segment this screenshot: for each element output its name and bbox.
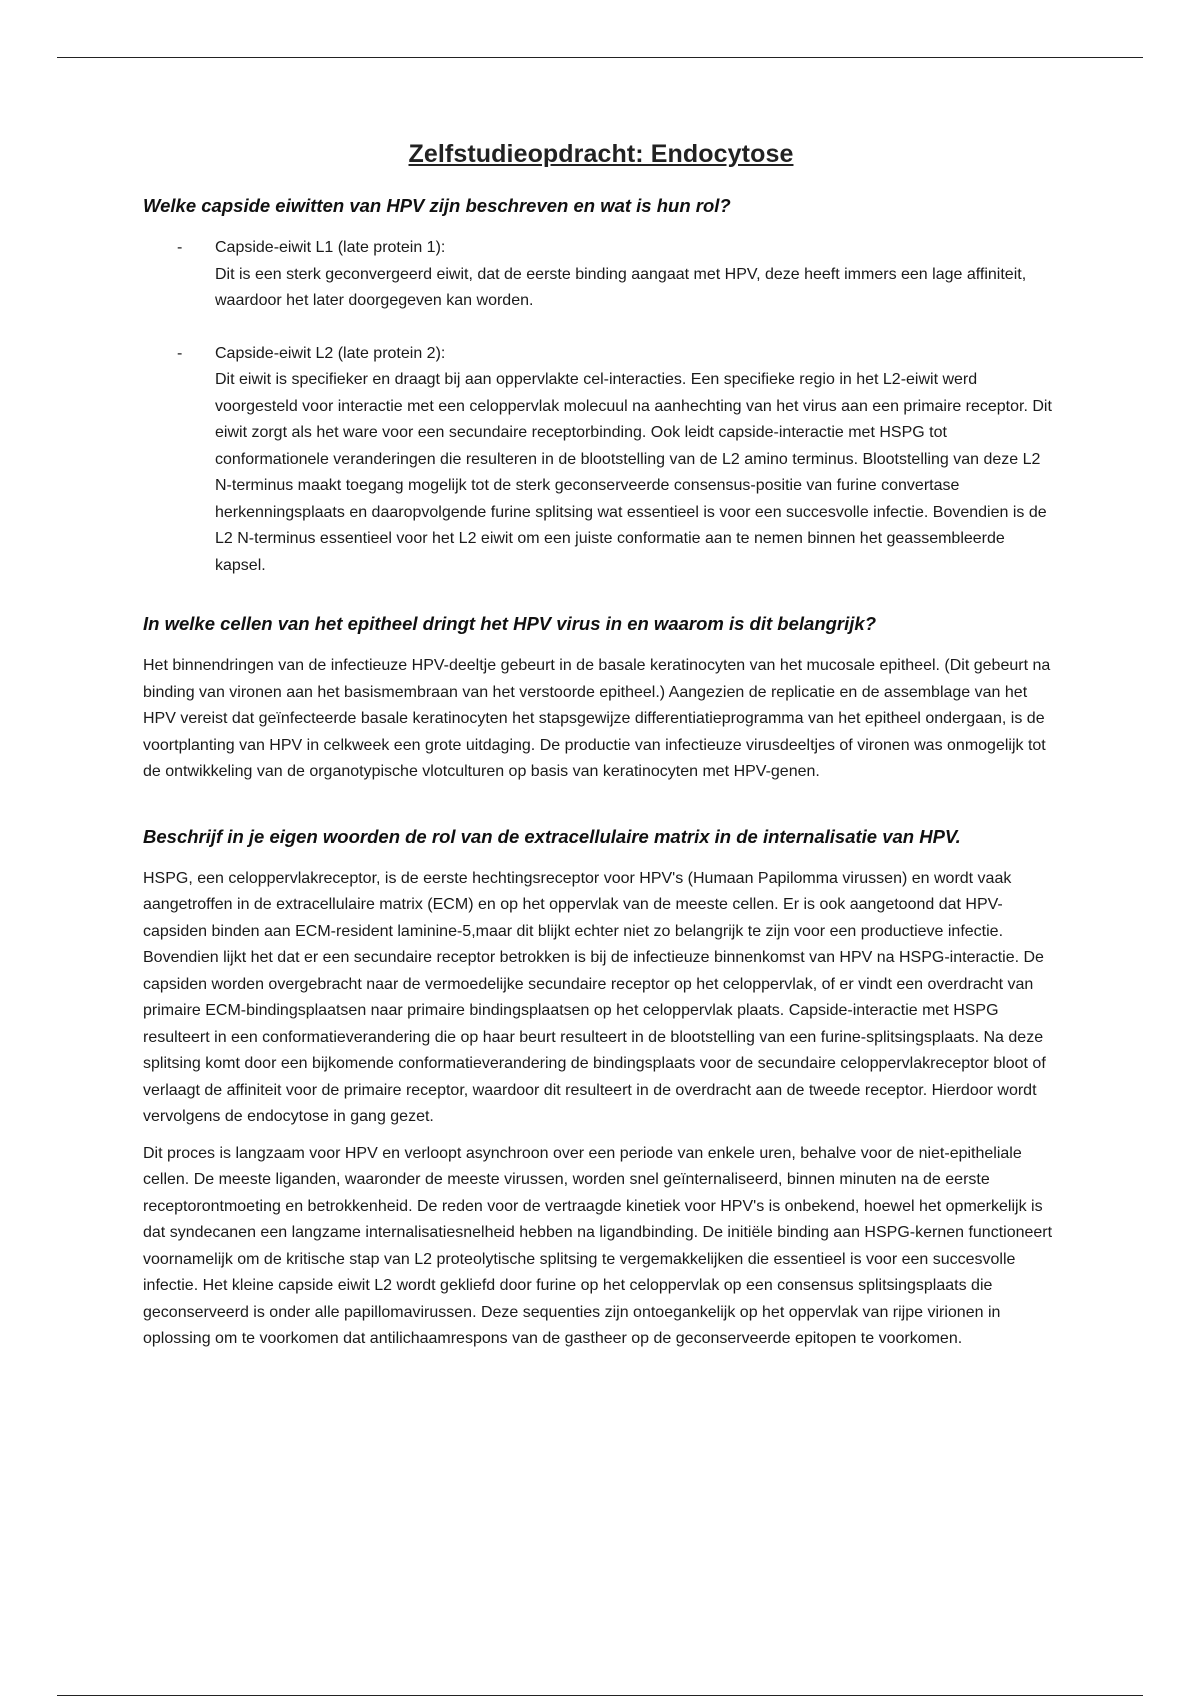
list-item-text: Dit is een sterk geconvergeerd eiwit, dat de eerste binding aangaat met HPV, deze heeft immers een lage affiniteit, waardoor het later doorgegeven kan worden. [215, 265, 1027, 309]
question-heading-2: In welke cellen van het epitheel dringt het HPV virus in en waarom is dit belangrijk? [143, 613, 876, 634]
list-item-l1 [215, 235, 1059, 315]
answer-paragraph: HSPG, een celoppervlakreceptor, is de eerste hechtingsreceptor voor HPV's (Humaan Papilomma virussen) en wordt vaak aangetroffen in de extracellulaire matrix (ECM) en op het oppervlak van de meeste cellen. Er is ook aangetoond dat HPV-capsiden binden aan ECM-resident laminine-5,maar dit blijkt echter niet zo belangrijk te zijn voor een productieve infectie. Bovendien lijkt het dat er een secundaire receptor betrokken is bij de infectieuze binnenkomst van HPV na HSPG-interactie. De capsiden worden overgebracht naar de vermoedelijke secundaire receptor op het celoppervlak, of er vindt een overdracht van primaire ECM-bindingsplaatsen naar primaire bindingsplaatsen op het celoppervlak plaats. Capside-interactie met HSPG resulteert in een conformatieverandering die op haar beurt resulteert in de blootstelling van een furine-splitsingsplaats. Na deze splitsing komt door een bijkomende conformatieverandering de bindingsplaats voor de secundaire celoppervlakreceptor bloot of verlaagt de affiniteit voor de primaire receptor, waardoor dit resulteert in de overdracht aan de tweede receptor. Hierdoor wordt vervolgens de endocytose in gang gezet. [143, 869, 1046, 1125]
section-epithelial-cells [143, 613, 1059, 786]
document-title: Zelfstudieopdracht: Endocytose [408, 140, 794, 168]
list-item-text: Dit eiwit is specifieker en draagt bij aan oppervlakte cel-interacties. Een specifieke regio in het L2-eiwit werd voorgesteld voor interactie met een celoppervlak molecuul na aanhechting van het virus aan een primaire receptor. Dit eiwit zorgt als het ware voor een secundaire receptorbinding. Ook leidt capside-interactie met HSPG tot conformationele veranderingen die resulteren in de blootstelling van de L2 amino terminus. Blootstelling van deze L2 N-terminus maakt toegang mogelijk tot de sterk geconserveerde consensus-positie van furine convertase herkenningsplaats en daaropvolgende furine splitsing wat essentieel is voor een succesvolle infectie. Bovendien is de L2 N-terminus essentieel voor het L2 eiwit om een juiste conformatie aan te nemen binnen het geassembleerde kapsel. [215, 371, 1052, 574]
list-item-l2 [215, 341, 1059, 580]
section-capside-proteins [143, 195, 1059, 579]
list-item-label: - Capside-eiwit L1 (late protein 1): [215, 239, 446, 256]
answer-paragraph: Het binnendringen van de infectieuze HPV-deeltje gebeurt in de basale keratinocyten van het mucosale epitheel. (Dit gebeurt na binding van vironen aan het basismembraan van het verstoorde epitheel.) Aangezien de replicatie en de assemblage van het HPV vereist dat geïnfecteerde basale keratinocyten het stapsgewijze differentiatieprogramma van het epitheel ondergaan, is de voortplanting van HPV in celkweek een grote uitdaging. De productie van infectieuze virusdeeltjes of vironen was onmogelijk tot de ontwikkeling van de organotypische vlotculturen op basis van keratinocyten met HPV-genen. [143, 657, 1051, 780]
section-extracellular-matrix [143, 826, 1059, 1353]
footer-rule [57, 1695, 1143, 1696]
list-item-label: - Capside-eiwit L2 (late protein 2): [215, 344, 446, 362]
answer-paragraph: Dit proces is langzaam voor HPV en verloopt asynchroon over een periode van enkele uren, behalve voor de niet-epitheliale cellen. De meeste liganden, waaronder de meeste virussen, worden snel geïnternaliseerd, binnen minuten na de eerste receptorontmoeting en betrokkenheid. De reden voor de vertraagde kinetiek voor HPV's is onbekend, hoewel het opmerkelijk is dat syndecanen een langzame internalisatiesnelheid hebben na ligandbinding. De initiële binding aan HSPG-kernen functioneert voornamelijk om de kritische stap van L2 proteolytische splitsing te vergemakkelijken die essentieel is voor een succesvolle infectie. Het kleine capside eiwit L2 wordt gekliefd door furine op het celoppervlak op een consensus splitsingsplaats die geconserveerd is onder alle papillomavirussen. Deze sequenties zijn ontoegankelijk op het oppervlak van rijpe virionen in oplossing om te voorkomen dat antilichaamrespons van de gastheer op de geconserveerde epitopen te voorkomen. [143, 1144, 1053, 1347]
question-heading-3: Beschrijf in je eigen woorden de rol van de extracellulaire matrix in de internalisatie van HPV. [143, 825, 961, 847]
capside-protein-list [143, 235, 1059, 579]
document-page [143, 140, 1059, 1363]
question-heading-1: Welke capside eiwitten van HPV zijn beschreven en wat is hun rol? [143, 195, 731, 216]
header-rule [57, 57, 1143, 58]
